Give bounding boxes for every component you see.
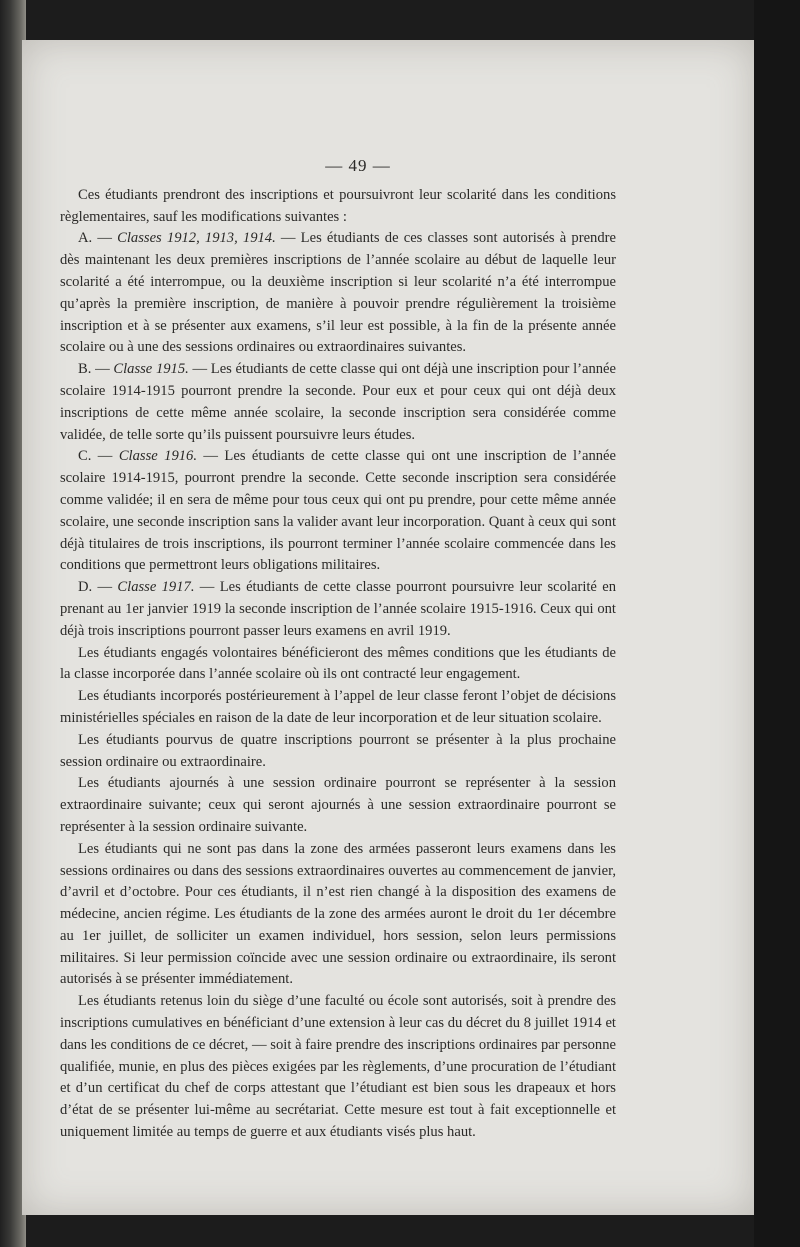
paragraph-section-d: D. — Classe 1917. — Les étudiants de cette classe pourront poursuivre leur scolarité en prenant au 1er janvier 1919 la seconde inscription de l’année scolaire 1915-1916. Ceux qui ont déjà trois inscriptions pourront passer leurs examens en avril 1919. [60,579,616,639]
paragraph-retained: Les étudiants retenus loin du siège d’une faculté ou école sont autorisés, soit à prendre des inscriptions cumulatives en bénéficiant d’une extension à leur cas du décret du 8 juillet 1914 et dans les conditions de ce décret, — soit à faire prendre des inscriptions ordinaires par personne qualifiée, munie, en plus des pièces exigées par les règlements, d’une procuration de l’étudiant et d’un certificat du chef de corps attestant que l’étudiant est bien sous les drapeaux et hors d’état de se présenter lui-même au secrétariat. Cette mesure est tout à fait exceptionnelle et uniquement limitée au temps de guerre et aux étudiants visés plus haut. [60,993,616,1141]
section-b-heading: Classe 1915. [113,361,189,378]
section-a-heading: Classes 1912, 1913, 1914. [117,230,276,247]
paragraph-intro: Ces étudiants prendront des inscriptions et poursuivront leur scolarité dans les conditions règlementaires, sauf les modifications suivantes : [60,186,616,225]
paragraph-section-c: C. — Classe 1916. — Les étudiants de cette classe qui ont une inscription de l’année scolaire 1914-1915, pourront prendre la seconde. Cette seconde inscription sera considérée comme validée; il en sera de même pour tous ceux qui ont pu prendre, pour cette même année scolaire, une seconde inscription sans la valider avant leur incorporation. Quant à ceux qui sont déjà titulaires de trois inscriptions, ils pourront terminer l’année scolaire commencée dans les conditions que permettront leurs obligations militaires. [60,448,617,574]
paragraph-four-inscriptions: Les étudiants pourvus de quatre inscriptions pourront se présenter à la plus prochaine session ordinaire ou extraordinaire. [60,731,616,770]
paragraph-later-incorporated: Les étudiants incorporés postérieurement à l’appel de leur classe feront l’objet de décisions ministérielles spéciales en raison de la date de leur incorporation et de leur situation scolaire. [60,688,616,726]
section-c-heading: Classe 1916. [118,448,197,465]
page-number: — 49 — [325,156,391,175]
paragraph-adjourned: Les étudiants ajournés à une session ordinaire pourront se représenter à la session extraordinaire suivante; ceux qui seront ajournés à une session extraordinaire pourront se représenter à la session ordinaire suivante. [60,775,616,835]
paragraph-section-b: B. — Classe 1915. — Les étudiants de cette classe qui ont déjà une inscription pour l’année scolaire 1914-1915 pourront prendre la seconde. Pour eux et pour ceux qui ont déjà deux inscriptions de cette même année scolaire, la seconde inscription sera considérée comme validée, de telle sorte qu’ils puissent poursuivre leurs études. [60,361,617,443]
section-d-heading: Classe 1917. [117,579,195,596]
paragraph-exams: Les étudiants qui ne sont pas dans la zone des armées passeront leurs examens dans les sessions ordinaires ou dans des sessions extraordinaires ouvertes au commencement de janvier, d’avril et d’octobre. Pour ces étudiants, il n’est rien changé à la disposition des examens de médecine, ancien régime. Les étudiants de la zone des armées auront le droit du 1er décembre au 1er juillet, de solliciter un examen individuel, hors session, selon leurs permissions militaires. Si leur permission coïncide avec une session ordinaire ou extraordinaire, ils seront autorisés à se présenter immédiatement. [60,840,616,988]
page-content [60,155,616,1144]
paragraph-volunteers: Les étudiants engagés volontaires bénéficieront des mêmes conditions que les étudiants de la classe incorporée dans l’année scolaire où ils ont contracté leur engagement. [60,644,616,683]
paragraph-section-a: A. — Classes 1912, 1913, 1914. — Les étudiants de ces classes sont autorisés à prendre dès maintenant les deux premières inscriptions de l’année scolaire au début de laquelle leur scolarité a été interrompue, ou la deuxième inscription si leur scolarité n’a été interrompue qu’après la première inscription, de manière à pouvoir prendre régulièrement la troisième inscription et à se présenter aux examens, s’il leur est possible, à la fin de la présente année scolaire ou à une des sessions ordinaires ou extraordinaires suivantes. [60,230,616,356]
scan-background [754,0,800,1247]
